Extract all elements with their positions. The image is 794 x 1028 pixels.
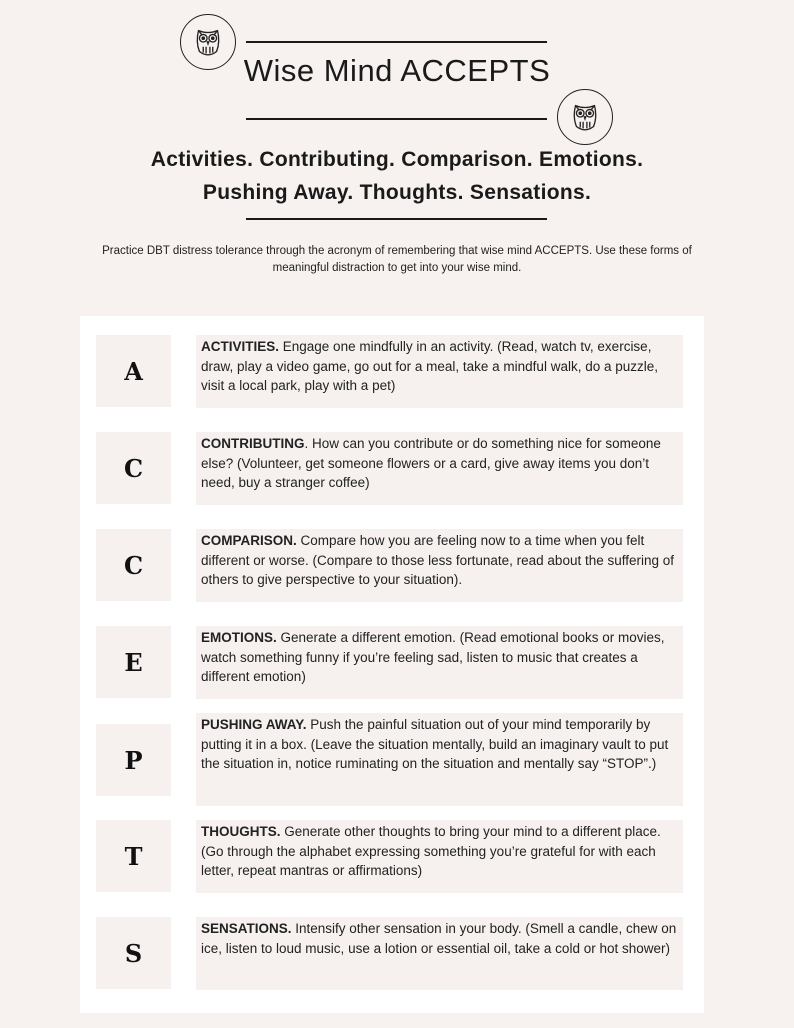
item-text: . How can you contribute or do something nice for someone else? (Volunteer, get someone flowers or a card, give away items you don’t need, buy a stranger coffee): [201, 436, 661, 491]
description: [196, 335, 683, 408]
acronym-letter: A: [96, 335, 171, 407]
divider: [246, 41, 547, 43]
item-heading: EMOTIONS.: [201, 630, 277, 645]
divider: [246, 118, 547, 120]
description: [196, 432, 683, 505]
description: [196, 713, 683, 806]
acronym-letter: E: [96, 626, 171, 698]
item-heading: THOUGHTS.: [201, 824, 281, 839]
acronym-letter: T: [96, 820, 171, 892]
description: [196, 626, 683, 699]
item-heading: SENSATIONS.: [201, 921, 292, 936]
description: [196, 529, 683, 602]
subtitle-line-2: Pushing Away. Thoughts. Sensations.: [202, 181, 592, 204]
acronym-letter: P: [96, 724, 171, 796]
accepts-list: [80, 316, 704, 1013]
item-heading: ACTIVITIES.: [201, 339, 280, 354]
description: [196, 820, 683, 893]
item-heading: COMPARISON.: [201, 533, 297, 548]
item-text: Engage one mindfully in an activity. (Read, watch tv, exercise, draw, play a video game, go out for a meal, take a mindful walk, do a puzzle, visit a local park, play with a pet): [201, 339, 659, 394]
item-text: Generate a different emotion. (Read emotional books or movies, watch something funny if you’re feeling sad, listen to music that creates a different emotion): [201, 630, 665, 685]
page-title: Wise Mind ACCEPTS: [243, 53, 551, 88]
subtitle-line-1: Activities. Contributing. Comparison. Emotions.: [150, 148, 644, 171]
item-text: Push the painful situation out of your mind temporarily by putting it in a box. (Leave the situation mentally, build an imaginary vault to put the situation in, notice ruminating on the situation and mentally say “STOP”.): [201, 717, 669, 772]
item-text: Generate other thoughts to bring your mind to a different place. (Go through the alphabet expressing something you’re grateful for with each letter, repeat mantras or affirmations): [201, 824, 661, 879]
acronym-letter: S: [96, 917, 171, 989]
acronym-letter: C: [96, 529, 171, 601]
item-text: Intensify other sensation in your body. (Smell a candle, chew on ice, listen to loud music, use a lotion or essential oil, take a cold or hot shower): [201, 921, 677, 956]
item-heading: CONTRIBUTING: [201, 436, 305, 451]
acronym-letter: C: [96, 432, 171, 504]
owl-icon: [557, 89, 613, 145]
item-text: Compare how you are feeling now to a time when you felt different or worse. (Compare to those less fortunate, read about the suffering of others to give perspective to your situation).: [201, 533, 675, 588]
item-heading: PUSHING AWAY.: [201, 717, 307, 732]
intro-text: Practice DBT distress tolerance through the acronym of remembering that wise mind ACCEPTS. Use these forms of meaningful distraction to get into your wise mind.: [102, 245, 692, 274]
description: [196, 917, 683, 990]
divider: [246, 218, 547, 220]
